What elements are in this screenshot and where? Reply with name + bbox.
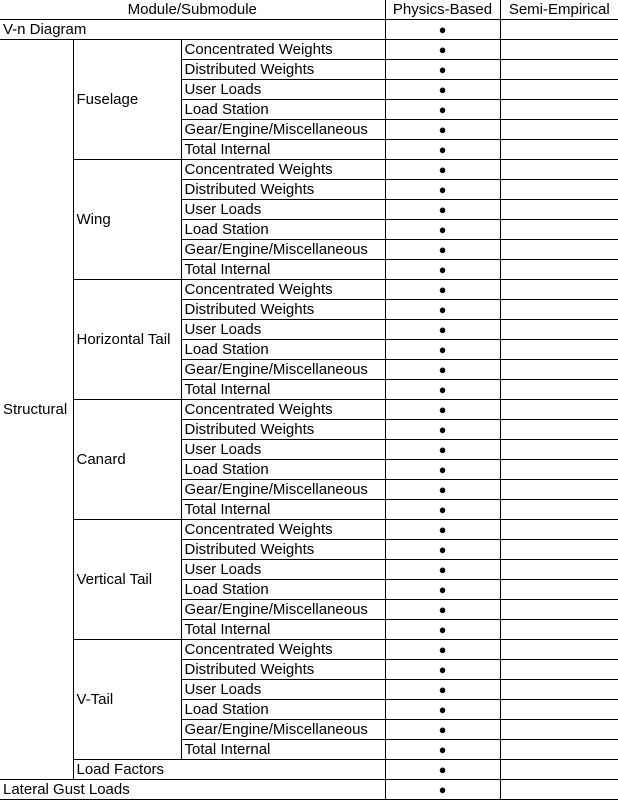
submodule-row xyxy=(0,40,618,60)
semi-empirical-header: Semi-Empirical xyxy=(500,0,618,20)
submodule-label: User Loads xyxy=(181,320,385,340)
physics-based-mark: ● xyxy=(385,340,500,360)
semi-empirical-cell xyxy=(500,380,618,400)
module-submodule-header: Module/Submodule xyxy=(0,0,385,20)
submodule-row xyxy=(0,160,618,180)
submodule-label: Load Station xyxy=(181,100,385,120)
semi-empirical-cell xyxy=(500,520,618,540)
semi-empirical-cell xyxy=(500,320,618,340)
semi-empirical-cell xyxy=(500,140,618,160)
semi-empirical-cell xyxy=(500,720,618,740)
lateral-gust-loads-label: Lateral Gust Loads xyxy=(0,780,385,800)
component-label: Horizontal Tail xyxy=(73,280,181,400)
semi-empirical-cell xyxy=(500,620,618,640)
submodule-label: Concentrated Weights xyxy=(181,280,385,300)
physics-based-mark: ● xyxy=(385,680,500,700)
submodule-label: Distributed Weights xyxy=(181,540,385,560)
semi-empirical-cell xyxy=(500,300,618,320)
structural-label: Structural xyxy=(0,40,73,780)
physics-based-mark: ● xyxy=(385,280,500,300)
submodule-label: Concentrated Weights xyxy=(181,160,385,180)
physics-based-mark: ● xyxy=(385,120,500,140)
submodule-label: Gear/Engine/Miscellaneous xyxy=(181,240,385,260)
semi-empirical-cell xyxy=(500,60,618,80)
load-factors-semi-cell xyxy=(500,760,618,780)
semi-empirical-cell xyxy=(500,40,618,60)
submodule-label: Total Internal xyxy=(181,740,385,760)
load-factors-label: Load Factors xyxy=(73,760,385,780)
physics-based-mark: ● xyxy=(385,180,500,200)
physics-based-mark: ● xyxy=(385,100,500,120)
semi-empirical-cell xyxy=(500,660,618,680)
semi-empirical-cell xyxy=(500,100,618,120)
physics-based-mark: ● xyxy=(385,460,500,480)
submodule-label: Load Station xyxy=(181,460,385,480)
vn-diagram-physics-mark: ● xyxy=(385,20,500,40)
submodule-label: Total Internal xyxy=(181,500,385,520)
semi-empirical-cell xyxy=(500,80,618,100)
physics-based-mark: ● xyxy=(385,200,500,220)
submodule-label: Gear/Engine/Miscellaneous xyxy=(181,360,385,380)
physics-based-mark: ● xyxy=(385,700,500,720)
submodule-label: Gear/Engine/Miscellaneous xyxy=(181,600,385,620)
header-row xyxy=(0,0,618,20)
submodule-label: User Loads xyxy=(181,200,385,220)
semi-empirical-cell xyxy=(500,540,618,560)
semi-empirical-cell xyxy=(500,260,618,280)
physics-based-mark: ● xyxy=(385,720,500,740)
physics-based-mark: ● xyxy=(385,500,500,520)
physics-based-mark: ● xyxy=(385,260,500,280)
component-label: Fuselage xyxy=(73,40,181,160)
submodule-label: Distributed Weights xyxy=(181,60,385,80)
physics-based-mark: ● xyxy=(385,740,500,760)
component-label: Vertical Tail xyxy=(73,520,181,640)
load-factors-physics-mark: ● xyxy=(385,760,500,780)
submodule-row xyxy=(0,640,618,660)
submodule-label: Load Station xyxy=(181,340,385,360)
submodule-label: Concentrated Weights xyxy=(181,400,385,420)
semi-empirical-cell xyxy=(500,500,618,520)
physics-based-mark: ● xyxy=(385,620,500,640)
semi-empirical-cell xyxy=(500,460,618,480)
submodule-row xyxy=(0,520,618,540)
submodule-label: Distributed Weights xyxy=(181,180,385,200)
semi-empirical-cell xyxy=(500,740,618,760)
submodule-label: Total Internal xyxy=(181,380,385,400)
physics-based-mark: ● xyxy=(385,560,500,580)
submodule-label: User Loads xyxy=(181,80,385,100)
load-factors-row xyxy=(0,760,618,780)
physics-based-mark: ● xyxy=(385,480,500,500)
submodule-label: Load Station xyxy=(181,700,385,720)
physics-based-mark: ● xyxy=(385,440,500,460)
submodule-label: Gear/Engine/Miscellaneous xyxy=(181,120,385,140)
physics-based-mark: ● xyxy=(385,320,500,340)
semi-empirical-cell xyxy=(500,400,618,420)
submodule-label: Total Internal xyxy=(181,140,385,160)
submodule-label: User Loads xyxy=(181,680,385,700)
physics-based-mark: ● xyxy=(385,160,500,180)
lateral-gust-semi-cell xyxy=(500,780,618,800)
semi-empirical-cell xyxy=(500,420,618,440)
physics-based-mark: ● xyxy=(385,60,500,80)
physics-based-mark: ● xyxy=(385,220,500,240)
physics-based-mark: ● xyxy=(385,520,500,540)
semi-empirical-cell xyxy=(500,180,618,200)
physics-based-mark: ● xyxy=(385,360,500,380)
physics-based-mark: ● xyxy=(385,240,500,260)
component-label: V-Tail xyxy=(73,640,181,760)
physics-based-mark: ● xyxy=(385,300,500,320)
submodule-label: Distributed Weights xyxy=(181,420,385,440)
submodule-label: User Loads xyxy=(181,560,385,580)
semi-empirical-cell xyxy=(500,600,618,620)
semi-empirical-cell xyxy=(500,160,618,180)
submodule-label: Concentrated Weights xyxy=(181,640,385,660)
semi-empirical-cell xyxy=(500,340,618,360)
physics-based-mark: ● xyxy=(385,380,500,400)
physics-based-mark: ● xyxy=(385,80,500,100)
physics-based-mark: ● xyxy=(385,580,500,600)
semi-empirical-cell xyxy=(500,580,618,600)
physics-based-mark: ● xyxy=(385,600,500,620)
submodule-label: User Loads xyxy=(181,440,385,460)
semi-empirical-cell xyxy=(500,560,618,580)
vn-diagram-label: V-n Diagram xyxy=(0,20,385,40)
submodule-row xyxy=(0,280,618,300)
semi-empirical-cell xyxy=(500,640,618,660)
semi-empirical-cell xyxy=(500,700,618,720)
semi-empirical-cell xyxy=(500,120,618,140)
physics-based-mark: ● xyxy=(385,660,500,680)
physics-based-header: Physics-Based xyxy=(385,0,500,20)
lateral-gust-physics-mark: ● xyxy=(385,780,500,800)
semi-empirical-cell xyxy=(500,480,618,500)
vn-diagram-row xyxy=(0,20,618,40)
physics-based-mark: ● xyxy=(385,140,500,160)
submodule-label: Distributed Weights xyxy=(181,300,385,320)
physics-based-mark: ● xyxy=(385,640,500,660)
submodule-label: Concentrated Weights xyxy=(181,520,385,540)
submodule-label: Distributed Weights xyxy=(181,660,385,680)
semi-empirical-cell xyxy=(500,220,618,240)
physics-based-mark: ● xyxy=(385,400,500,420)
component-label: Canard xyxy=(73,400,181,520)
semi-empirical-cell xyxy=(500,360,618,380)
submodule-label: Total Internal xyxy=(181,260,385,280)
semi-empirical-cell xyxy=(500,440,618,460)
submodule-label: Load Station xyxy=(181,580,385,600)
submodule-label: Concentrated Weights xyxy=(181,40,385,60)
submodule-label: Gear/Engine/Miscellaneous xyxy=(181,480,385,500)
semi-empirical-cell xyxy=(500,280,618,300)
physics-based-mark: ● xyxy=(385,540,500,560)
submodule-label: Gear/Engine/Miscellaneous xyxy=(181,720,385,740)
physics-based-mark: ● xyxy=(385,420,500,440)
component-label: Wing xyxy=(73,160,181,280)
submodule-label: Load Station xyxy=(181,220,385,240)
lateral-gust-loads-row xyxy=(0,780,618,800)
physics-based-mark: ● xyxy=(385,40,500,60)
submodule-row xyxy=(0,400,618,420)
semi-empirical-cell xyxy=(500,240,618,260)
submodule-label: Total Internal xyxy=(181,620,385,640)
semi-empirical-cell xyxy=(500,680,618,700)
semi-empirical-cell xyxy=(500,200,618,220)
vn-diagram-semi-cell xyxy=(500,20,618,40)
